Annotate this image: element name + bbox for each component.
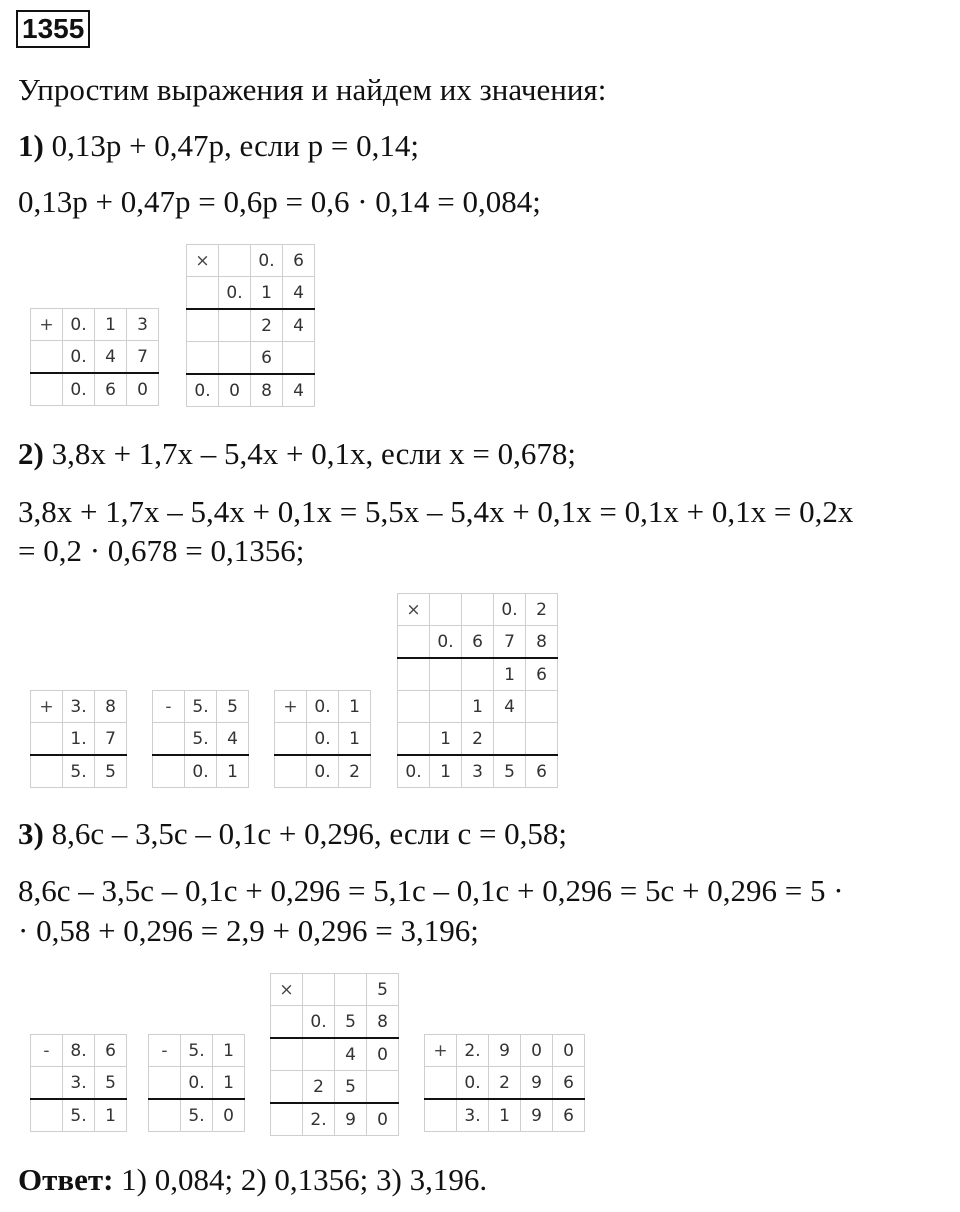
calc-cell: 0. xyxy=(494,594,526,626)
calc-row xyxy=(398,691,558,723)
calc-cell xyxy=(31,723,63,756)
calc-row xyxy=(31,1099,127,1132)
calc-row xyxy=(275,723,371,756)
calc-cell: 5. xyxy=(63,1099,95,1132)
calc-cell: 4 xyxy=(95,341,127,374)
calc-row xyxy=(187,309,315,342)
calc-cell xyxy=(283,342,315,375)
calc-cell: 0 xyxy=(219,374,251,407)
calc-cell: 6 xyxy=(95,373,127,406)
task3-statement-text: 8,6c – 3,5c – 0,1c + 0,296, если c = 0,58; xyxy=(43,816,568,851)
calc-row xyxy=(271,1071,399,1104)
calc-cell: 0 xyxy=(213,1099,245,1132)
calc-cell: 6 xyxy=(553,1099,585,1132)
calc-cell: 3. xyxy=(63,691,95,723)
calc-cell: 1 xyxy=(430,723,462,756)
calc-cell: 0. xyxy=(457,1067,489,1100)
calc-cell: + xyxy=(31,309,63,341)
calc-cell: 1 xyxy=(489,1099,521,1132)
calc-cell: 2 xyxy=(303,1071,335,1104)
calc-cell: 7 xyxy=(95,723,127,756)
calc-cell xyxy=(149,1099,181,1132)
calc-cell: 5. xyxy=(63,755,95,788)
calc-cell: 0. xyxy=(307,691,339,723)
calc-cell: 3. xyxy=(63,1067,95,1100)
calc-cell: 5 xyxy=(217,691,249,723)
calc-row xyxy=(398,658,558,691)
calc-row xyxy=(31,1067,127,1100)
calc-cell: 8 xyxy=(95,691,127,723)
answer-line xyxy=(18,1162,487,1198)
calc-cell: 0. xyxy=(185,755,217,788)
calc-cell xyxy=(31,1067,63,1100)
calc-cell: 8 xyxy=(526,626,558,659)
calc-cell: 0. xyxy=(187,374,219,407)
calc-row xyxy=(425,1035,585,1067)
calc-cell: 3. xyxy=(457,1099,489,1132)
calc-cell xyxy=(271,1038,303,1071)
calc-cell xyxy=(271,1103,303,1136)
task3-subtraction-calc-1 xyxy=(30,1034,127,1132)
calc-cell: 0 xyxy=(521,1035,553,1067)
calc-cell xyxy=(398,723,430,756)
calc-row xyxy=(271,1006,399,1039)
calc-cell: 8 xyxy=(367,1006,399,1039)
calc-cell: - xyxy=(153,691,185,723)
calc-row xyxy=(149,1067,245,1100)
task2-addition-calc-1 xyxy=(30,690,127,788)
calc-cell: 1 xyxy=(95,1099,127,1132)
calc-cell: + xyxy=(425,1035,457,1067)
calc-cell: 4 xyxy=(494,691,526,723)
calc-cell: 5. xyxy=(181,1035,213,1067)
problem-number: 1355 xyxy=(16,10,90,48)
calc-cell: 2 xyxy=(251,309,283,342)
calc-cell xyxy=(149,1067,181,1100)
calc-row xyxy=(149,1099,245,1132)
calc-cell: 6 xyxy=(526,658,558,691)
calc-cell xyxy=(31,373,63,406)
calc-cell xyxy=(367,1071,399,1104)
calc-row xyxy=(398,723,558,756)
calc-cell xyxy=(425,1099,457,1132)
calc-row xyxy=(153,723,249,756)
calc-row xyxy=(31,1035,127,1067)
calc-cell: × xyxy=(271,974,303,1006)
calc-cell: 5. xyxy=(185,691,217,723)
calc-cell: 7 xyxy=(127,341,159,374)
task1-statement xyxy=(18,128,419,164)
calc-cell: 6 xyxy=(95,1035,127,1067)
task3-label: 3) xyxy=(18,816,44,851)
calc-cell xyxy=(31,1099,63,1132)
task1-multiplication-calc xyxy=(186,244,315,407)
calc-cell xyxy=(494,723,526,756)
calc-row xyxy=(425,1067,585,1100)
calc-cell: 5. xyxy=(185,723,217,756)
calc-cell: 0. xyxy=(398,755,430,788)
calc-cell: 1 xyxy=(217,755,249,788)
calc-cell xyxy=(153,723,185,756)
task3-solution-line1: 8,6c – 3,5c – 0,1c + 0,296 = 5,1c – 0,1c + 0,296 = 5c + 0,296 = 5 · xyxy=(18,873,844,908)
calc-cell: 0. xyxy=(307,755,339,788)
calc-row xyxy=(398,755,558,788)
calc-cell: 4 xyxy=(217,723,249,756)
calc-cell xyxy=(31,341,63,374)
calc-cell xyxy=(153,755,185,788)
calc-cell: 9 xyxy=(489,1035,521,1067)
calc-cell: 1 xyxy=(213,1067,245,1100)
calc-cell: 6 xyxy=(251,342,283,375)
calc-cell: 0. xyxy=(251,245,283,277)
calc-row xyxy=(31,691,127,723)
calc-cell xyxy=(462,594,494,626)
answer-label: Ответ: xyxy=(18,1162,114,1197)
calc-cell: 1 xyxy=(251,277,283,310)
calc-cell: 7 xyxy=(494,626,526,659)
calc-cell xyxy=(303,974,335,1006)
calc-cell: 2 xyxy=(489,1067,521,1100)
calc-cell: 3 xyxy=(127,309,159,341)
calc-cell: 2. xyxy=(303,1103,335,1136)
calc-cell: 0 xyxy=(127,373,159,406)
calc-cell: 0 xyxy=(367,1103,399,1136)
task2-multiplication-calc xyxy=(397,593,558,788)
task2-solution-line2: = 0,2 · 0,678 = 0,1356; xyxy=(18,533,305,568)
answer-text: 1) 0,084; 2) 0,1356; 3) 3,196. xyxy=(113,1162,488,1197)
task2-statement xyxy=(18,436,576,472)
task1-addition-calc xyxy=(30,308,159,406)
calc-cell: + xyxy=(275,691,307,723)
task2-subtraction-calc xyxy=(152,690,249,788)
calc-cell: 9 xyxy=(521,1099,553,1132)
calc-cell: 6 xyxy=(283,245,315,277)
calc-cell: 5 xyxy=(335,1071,367,1104)
task2-addition-calc-2 xyxy=(274,690,371,788)
calc-cell: 2 xyxy=(526,594,558,626)
calc-cell xyxy=(526,691,558,723)
task3-multiplication-calc xyxy=(270,973,399,1136)
calc-row xyxy=(187,374,315,407)
task1-statement-text: 0,13p + 0,47p, если p = 0,14; xyxy=(43,128,420,163)
calc-cell xyxy=(335,974,367,1006)
calc-cell: 1 xyxy=(213,1035,245,1067)
calc-cell: 1 xyxy=(95,309,127,341)
calc-cell xyxy=(219,245,251,277)
calc-cell: - xyxy=(31,1035,63,1067)
task2-solution-line1: 3,8x + 1,7x – 5,4x + 0,1x = 5,5x – 5,4x + 0,1x = 0,1x + 0,1x = 0,2x xyxy=(18,494,854,529)
calc-row xyxy=(31,309,159,341)
calc-cell: 2 xyxy=(462,723,494,756)
calc-cell: + xyxy=(31,691,63,723)
calc-cell: × xyxy=(398,594,430,626)
calc-cell: 5 xyxy=(367,974,399,1006)
calc-cell: 5 xyxy=(95,755,127,788)
calc-row xyxy=(187,245,315,277)
task1-solution: 0,13p + 0,47p = 0,6p = 0,6 · 0,14 = 0,084; xyxy=(18,184,541,219)
calc-row xyxy=(187,277,315,310)
calc-row xyxy=(425,1099,585,1132)
calc-cell: 6 xyxy=(553,1067,585,1100)
calc-row xyxy=(271,1103,399,1136)
calc-cell: 2. xyxy=(457,1035,489,1067)
calc-row xyxy=(31,723,127,756)
calc-row xyxy=(398,626,558,659)
calc-cell: 5 xyxy=(335,1006,367,1039)
calc-cell: 1. xyxy=(63,723,95,756)
calc-cell: 0. xyxy=(307,723,339,756)
calc-row xyxy=(271,974,399,1006)
calc-row xyxy=(271,1038,399,1071)
calc-cell xyxy=(275,755,307,788)
calc-cell: 0. xyxy=(181,1067,213,1100)
calc-cell xyxy=(271,1071,303,1104)
calc-cell xyxy=(271,1006,303,1039)
calc-cell: 0. xyxy=(219,277,251,310)
calc-cell xyxy=(430,691,462,723)
calc-cell xyxy=(526,723,558,756)
calc-cell: 0. xyxy=(430,626,462,659)
calc-cell xyxy=(219,309,251,342)
calc-cell xyxy=(275,723,307,756)
calc-cell: 0 xyxy=(367,1038,399,1071)
calc-cell: 5 xyxy=(494,755,526,788)
calc-cell: 1 xyxy=(339,723,371,756)
calc-row xyxy=(153,755,249,788)
calc-cell: 6 xyxy=(462,626,494,659)
calc-cell xyxy=(398,658,430,691)
task3-addition-calc xyxy=(424,1034,585,1132)
task3-statement xyxy=(18,816,567,852)
calc-cell: 0. xyxy=(63,373,95,406)
calc-row xyxy=(149,1035,245,1067)
calc-cell xyxy=(303,1038,335,1071)
task2-statement-text: 3,8x + 1,7x – 5,4x + 0,1x, если x = 0,678; xyxy=(43,436,576,471)
calc-cell: 9 xyxy=(335,1103,367,1136)
calc-row xyxy=(275,691,371,723)
calc-cell: 0. xyxy=(63,309,95,341)
calc-row xyxy=(153,691,249,723)
calc-cell xyxy=(425,1067,457,1100)
intro-text: Упростим выражения и найдем их значения: xyxy=(18,72,607,107)
calc-cell: 1 xyxy=(494,658,526,691)
calc-cell: - xyxy=(149,1035,181,1067)
calc-cell xyxy=(462,658,494,691)
calc-row xyxy=(187,342,315,375)
calc-cell xyxy=(219,342,251,375)
calc-cell: 5. xyxy=(181,1099,213,1132)
calc-row xyxy=(31,373,159,406)
calc-cell: × xyxy=(187,245,219,277)
task2-label: 2) xyxy=(18,436,44,471)
calc-cell xyxy=(430,594,462,626)
calc-cell xyxy=(31,755,63,788)
calc-cell: 8 xyxy=(251,374,283,407)
calc-cell: 4 xyxy=(283,309,315,342)
calc-cell xyxy=(187,277,219,310)
calc-row xyxy=(275,755,371,788)
calc-cell: 0. xyxy=(63,341,95,374)
calc-cell xyxy=(187,309,219,342)
calc-cell: 3 xyxy=(462,755,494,788)
calc-cell: 6 xyxy=(526,755,558,788)
calc-cell: 2 xyxy=(339,755,371,788)
calc-cell: 4 xyxy=(283,277,315,310)
calc-cell xyxy=(187,342,219,375)
calc-cell: 1 xyxy=(430,755,462,788)
calc-cell: 1 xyxy=(462,691,494,723)
calc-cell: 0. xyxy=(303,1006,335,1039)
calc-cell: 8. xyxy=(63,1035,95,1067)
calc-row xyxy=(31,755,127,788)
task1-label: 1) xyxy=(18,128,44,163)
calc-row xyxy=(398,594,558,626)
calc-cell: 0 xyxy=(553,1035,585,1067)
task3-subtraction-calc-2 xyxy=(148,1034,245,1132)
calc-cell xyxy=(398,691,430,723)
calc-cell: 4 xyxy=(283,374,315,407)
calc-cell: 1 xyxy=(339,691,371,723)
calc-cell xyxy=(398,626,430,659)
calc-row xyxy=(31,341,159,374)
calc-cell: 4 xyxy=(335,1038,367,1071)
calc-cell: 9 xyxy=(521,1067,553,1100)
calc-cell: 5 xyxy=(95,1067,127,1100)
task3-solution-line2: · 0,58 + 0,296 = 2,9 + 0,296 = 3,196; xyxy=(18,913,479,948)
calc-cell xyxy=(430,658,462,691)
